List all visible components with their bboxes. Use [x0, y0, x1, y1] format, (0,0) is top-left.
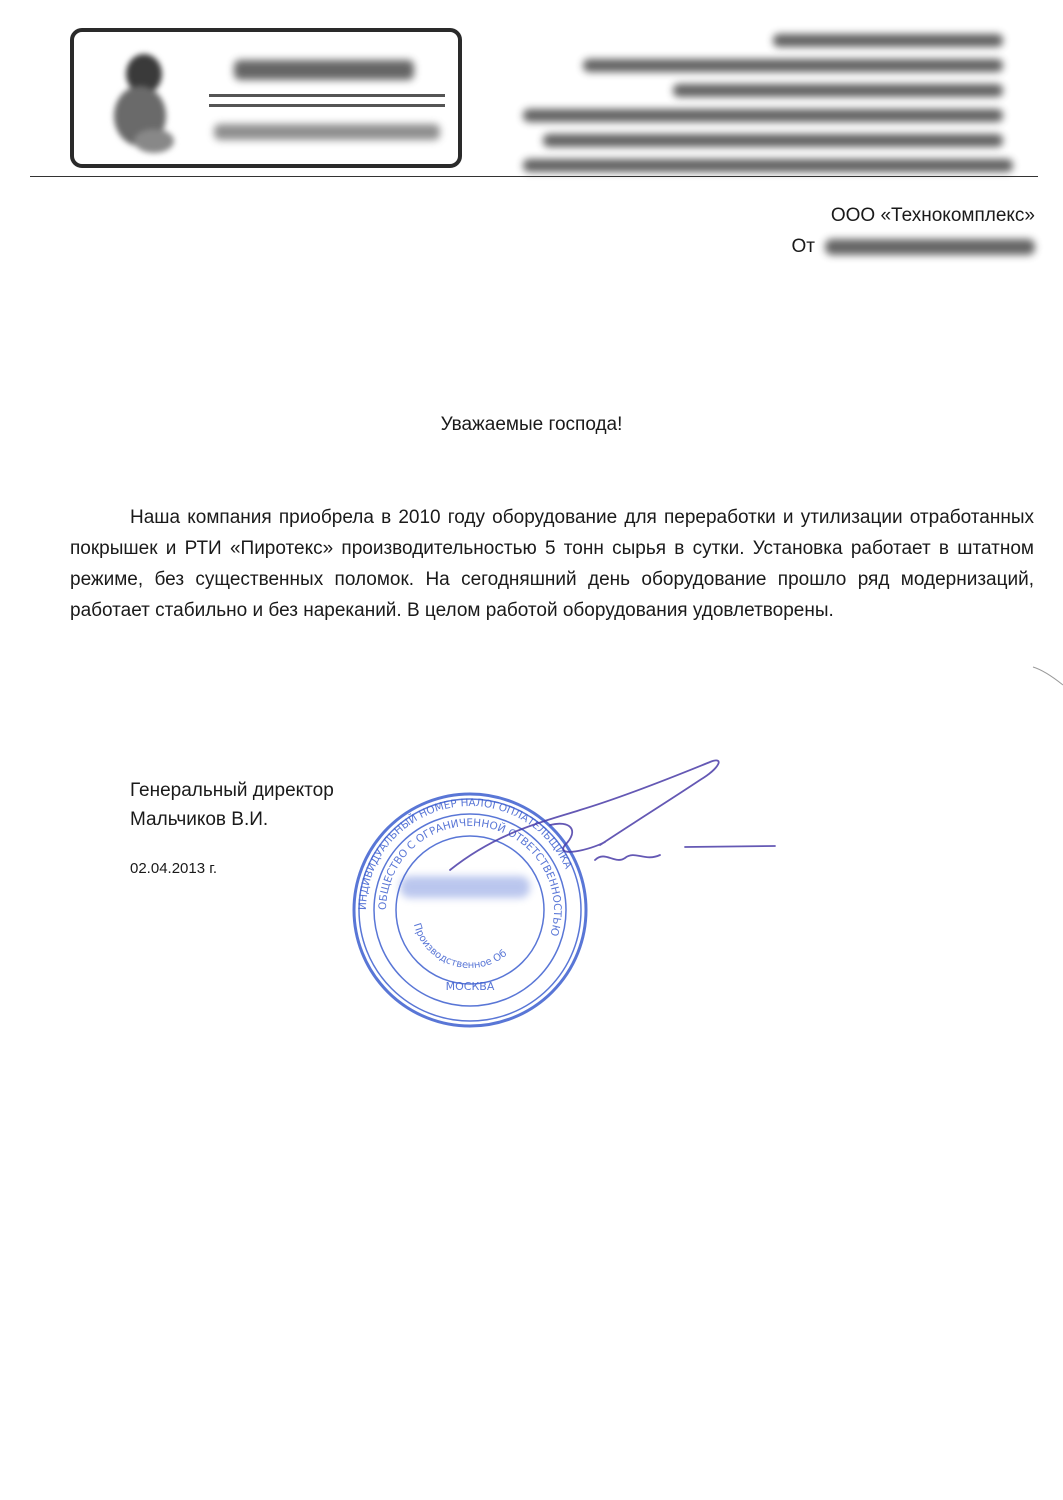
from-row: [792, 231, 1035, 262]
addressee-company: ООО «Технокомплекс»: [830, 205, 1035, 226]
signature-block: [130, 776, 334, 834]
from-label: От: [791, 236, 815, 257]
letter-body: Наша компания приобрела в 2010 году оборудование для переработки и утилизации отработанных покрышек и РТИ «Пиротекс» производительностью 5 тонн сырья в сутки. Установка работает в штатном режиме, без существенных поломок. На сегодняшний день оборудование прошло ряд модернизаций, работает стабильно и без нареканий. В целом работой оборудования удовлетворены.: [70, 507, 1034, 621]
stamp-outer-text: ИНДИВИДУАЛЬНЫЙ НОМЕР НАЛОГОПЛАТЕЛЬЩИКА: [356, 796, 575, 911]
stamp-city: МОСКВА: [445, 980, 495, 993]
redacted-line: [673, 84, 1003, 97]
signatory-title: Генеральный директор: [130, 780, 334, 801]
salutation: Уважаемые господа!: [440, 414, 623, 435]
stamp-center-text: Производственное Об: [410, 921, 510, 972]
letterhead-logo-box: [70, 28, 462, 168]
header-divider: [30, 176, 1038, 177]
letter-date: 02.04.2013 г.: [130, 860, 218, 877]
signatory-name: Мальчиков В.И.: [130, 809, 269, 830]
redacted-line: [523, 159, 1013, 172]
redacted-line: [523, 109, 1003, 122]
page-edge-mark: [1023, 655, 1063, 695]
logo-title-redacted: [234, 60, 414, 80]
redacted-line: [583, 59, 1003, 72]
logo-figure-icon: [104, 46, 182, 156]
redacted-line: [543, 134, 1003, 147]
handwritten-signature: [430, 750, 780, 900]
from-redacted: [825, 239, 1035, 255]
stamp-inner-text: ОБЩЕСТВО С ОГРАНИЧЕННОЙ ОТВЕТСТВЕННОСТЬЮ: [376, 816, 564, 938]
redacted-line: [773, 34, 1003, 47]
company-details-redacted: [523, 34, 1003, 184]
svg-text:Производственное Об: [411, 922, 509, 971]
logo-divider: [209, 104, 445, 107]
logo-subtitle-redacted: [214, 124, 440, 140]
logo-divider: [209, 94, 445, 97]
addressee-block: [792, 200, 1035, 262]
